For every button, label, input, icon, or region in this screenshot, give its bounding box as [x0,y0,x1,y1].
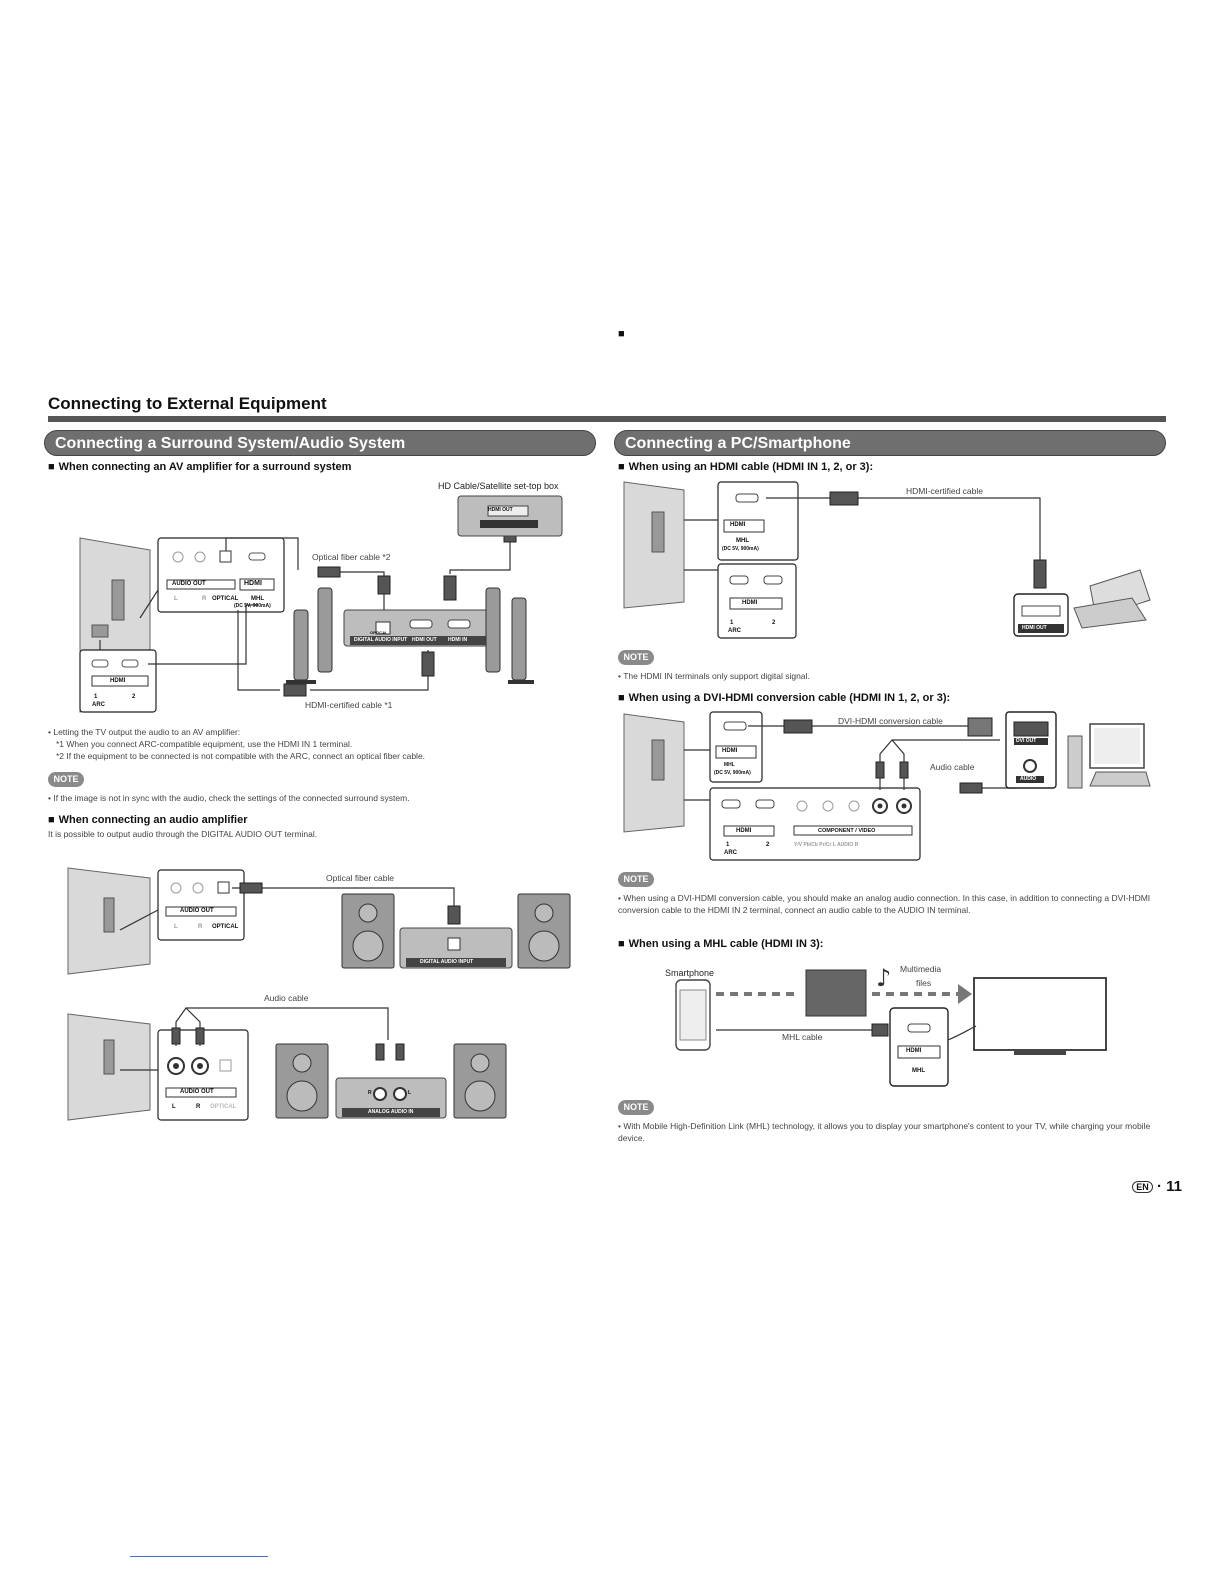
dvi-arc: ARC [724,850,737,856]
audio-out-label: AUDIO OUT [180,908,214,914]
dvi-hdmi-logo-lower: HDMI [736,828,752,834]
amp-hdmi-in: HDMI IN [448,637,468,643]
language-badge: EN [1132,1181,1153,1193]
r-label: R [198,924,203,930]
dvi-hdmi-logo: HDMI [722,748,738,754]
dvi-audio-cable-label: Audio cable [930,762,975,772]
heading-dvi: ■ When using a DVI-HDMI conversion cable (HDMI IN 1, 2, or 3): [618,692,950,704]
mhl-cable-label: MHL cable [782,1032,823,1042]
port-2-right: 2 [772,620,776,626]
note-badge: NOTE [618,650,654,665]
dvi-mhl-power: (DC 5V, 900mA) [714,770,751,776]
pc-hdmi-out: HDMI OUT [1022,625,1047,631]
hdmi-logo-lower: HDMI [742,600,758,606]
note-digital: • The HDMI IN terminals only support digital signal. [618,671,810,681]
tv-mhl-power: (DC 5V, 900mA) [234,603,271,609]
dvi-port-2: 2 [766,842,770,848]
tv-hdmi-label: HDMI [244,580,262,587]
tv-audio-out-label: AUDIO OUT [172,581,206,587]
dvi-cable-label: DVI-HDMI conversion cable [838,716,943,726]
footer-rule [130,1556,268,1557]
mhl-label: MHL [736,538,749,544]
arc-right: ARC [728,628,741,634]
analog-audio-in-label: ANALOG AUDIO IN [368,1109,414,1115]
mhl-power: (DC 5V, 900mA) [722,546,759,552]
tv-r-label: R [202,596,207,602]
dvi-mhl-label: MHL [724,762,735,768]
bullet-av-output: • Letting the TV output the audio to an AV amplifier: [48,727,241,737]
amp-r-label: R [368,1090,372,1096]
arc-label: ARC [92,702,105,708]
note-badge: NOTE [48,772,84,787]
port-1-label: 1 [94,694,98,700]
amp-digital-input: DIGITAL AUDIO INPUT [354,637,408,643]
settop-hdmi-out: HDMI OUT [488,507,513,513]
heading-audio-amplifier: ■ When connecting an audio amplifier [48,814,248,826]
port-1-right: 1 [730,620,734,626]
audio-amp-intro: It is possible to output audio through the DIGITAL AUDIO OUT terminal. [48,829,318,839]
pc-audio-label: AUDIO [1020,776,1037,782]
digital-audio-input-label: DIGITAL AUDIO INPUT [420,959,474,965]
mhl-port-label: MHL [912,1068,925,1074]
page-title: Connecting to External Equipment [48,394,327,413]
section-banner-pc: Connecting a PC/Smartphone [614,430,1166,456]
heading-hdmi: ■ When using an HDMI cable (HDMI IN 1, 2, or 3): [618,461,873,473]
component-label: COMPONENT / VIDEO [818,828,876,834]
heading-mhl: ■ When using a MHL cable (HDMI IN 3): [618,938,823,950]
optical-label-2: OPTICAL [210,1104,237,1110]
audio-cable-label: Audio cable [264,993,309,1003]
footnote-2: *2 If the equipment to be connected is not compatible with the ARC, connect an optical fiber cable. [56,751,426,761]
note-sync: • If the image is not in sync with the audio, check the settings of the connected surround system. [48,793,410,803]
smartphone-label: Smartphone [665,968,715,978]
music-note-icon: ♪ [876,964,892,992]
section-banner-surround: Connecting a Surround System/Audio System [44,430,596,456]
note-mhl: • With Mobile High-Definition Link (MHL) technology, it allows you to display your smartphone's content to your TV, while charging your mobile device. [618,1121,1151,1143]
optical-cable-label-2: Optical fiber cable [326,873,395,883]
mhl-hdmi-logo: HDMI [906,1048,922,1054]
hdmi-logo-upper: HDMI [730,522,746,528]
tv-optical-label: OPTICAL [212,596,239,602]
tv-mhl-label: MHL [251,596,264,602]
tv-hdmi-lower: HDMI [110,678,126,684]
tv-front [974,978,1106,1050]
r-label-2: R [196,1104,201,1110]
note-badge: NOTE [618,872,654,887]
hdmi-cable-label-right: HDMI-certified cable [906,486,983,496]
l-label-2: L [172,1104,176,1110]
multimedia-label: Multimedia [900,964,942,974]
hdmi-cable-label: HDMI-certified cable *1 [305,700,393,710]
amp-optical: OPTICAL [370,630,388,635]
multimedia-image [806,970,866,1016]
optical-cable-label: Optical fiber cable *2 [312,552,391,562]
tv-l-label: L [174,596,178,602]
port-2-label: 2 [132,694,136,700]
files-label: files [916,978,932,988]
dvi-port-1: 1 [726,842,730,848]
arrow-icon [958,984,972,1004]
footnote-1: *1 When you connect ARC-compatible equipment, use the HDMI IN 1 terminal. [56,739,353,749]
note-dvi-audio: • When using a DVI-HDMI conversion cable, you should make an analog audio connection. In this case, in addition to connecting a DVI-HDMI conversion cable to the HDMI IN 2 terminal, connect an audio cable to the AUDIO IN terminal. [618,893,1151,915]
page-number: EN · 11 [1132,1178,1182,1195]
optical-label: OPTICAL [212,924,239,930]
heading-av-amplifier: ■ When connecting an AV amplifier for a surround system [48,461,351,473]
component-ports: Y/V Pb/Cb Pr/Cr L AUDIO R [794,842,859,848]
settop-label: HD Cable/Satellite set-top box [438,481,559,491]
note-badge: NOTE [618,1100,654,1115]
amp-l-label: L [408,1090,412,1096]
l-label: L [174,924,178,930]
amp-hdmi-out: HDMI OUT [412,637,437,643]
audio-out-label-2: AUDIO OUT [180,1089,214,1095]
page-number-value: 11 [1166,1178,1182,1195]
dvi-out-label: DVI OUT [1016,738,1037,744]
